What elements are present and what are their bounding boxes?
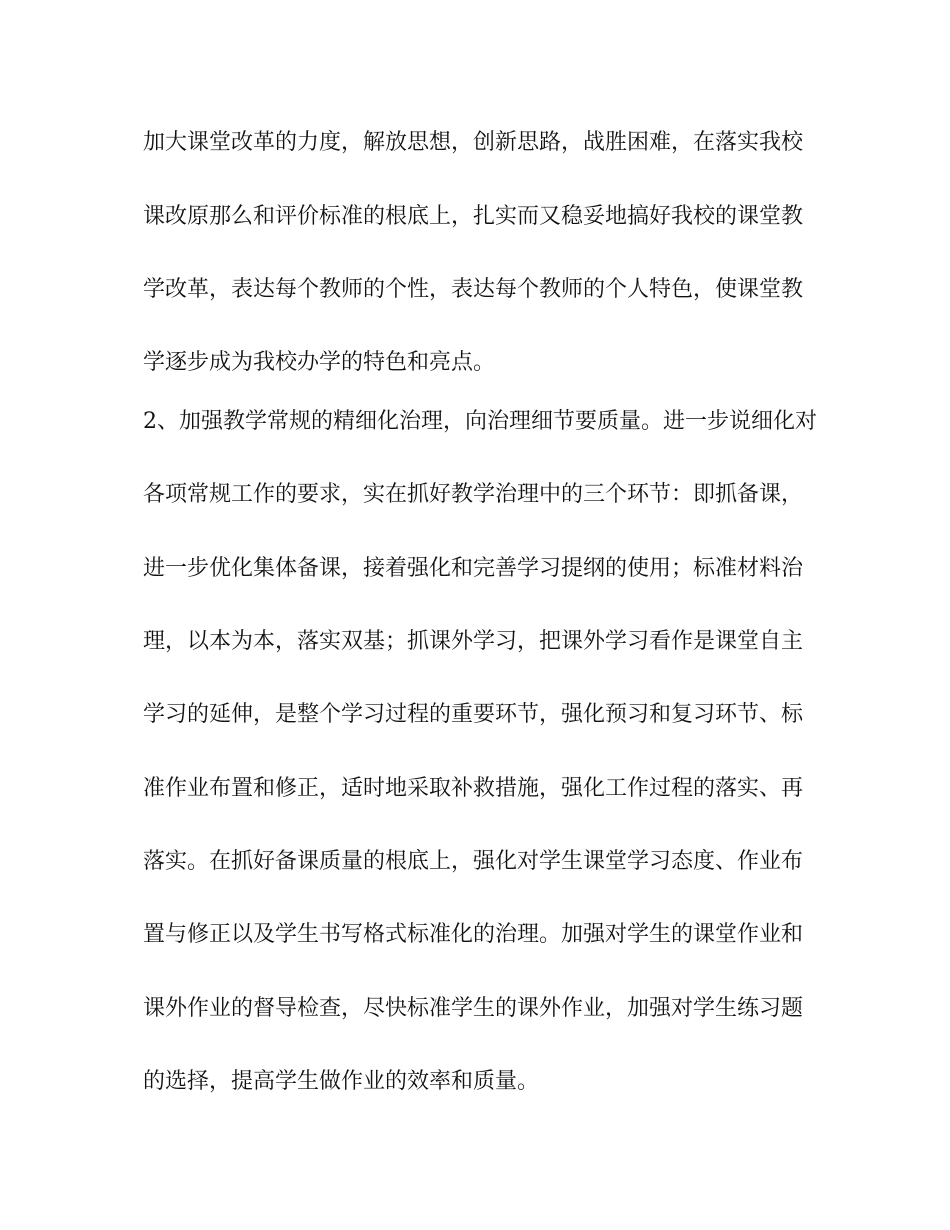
text-line: 课外作业的督导检查，尽快标准学生的课外作业，加强对学生练习题 — [143, 996, 804, 1021]
text-line: 加大课堂改革的力度，解放思想，创新思路，战胜困难，在落实我校 — [143, 130, 804, 155]
text-line: 2、加强教学常规的精细化治理，向治理细节要质量。进一步说细化对 — [143, 409, 817, 434]
text-line: 置与修正以及学生书写格式标准化的治理。加强对学生的课堂作业和 — [143, 922, 804, 947]
text-line: 理，以本为本，落实双基；抓课外学习，把课外学习看作是课堂自主 — [143, 629, 804, 654]
text-line: 进一步优化集体备课，接着强化和完善学习提纲的使用；标准材料治 — [143, 556, 804, 581]
text-line: 各项常规工作的要求，实在抓好教学治理中的三个环节：即抓备课， — [143, 482, 804, 507]
text-line: 学习的延伸，是整个学习过程的重要环节，强化预习和复习环节、标 — [143, 702, 804, 727]
text-line: 落实。在抓好备课质量的根底上，强化对学生课堂学习态度、作业布 — [143, 849, 804, 874]
text-line: 学改革，表达每个教师的个性，表达每个教师的个人特色，使课堂教 — [143, 277, 804, 302]
text-line: 准作业布置和修正，适时地采取补救措施，强化工作过程的落实、再 — [143, 776, 804, 801]
text-line: 的选择，提高学生做作业的效率和质量。 — [143, 1069, 540, 1094]
text-line: 学逐步成为我校办学的特色和亮点。 — [143, 350, 496, 375]
text-line: 课改原那么和评价标准的根底上，扎实而又稳妥地搞好我校的课堂教 — [143, 204, 804, 229]
